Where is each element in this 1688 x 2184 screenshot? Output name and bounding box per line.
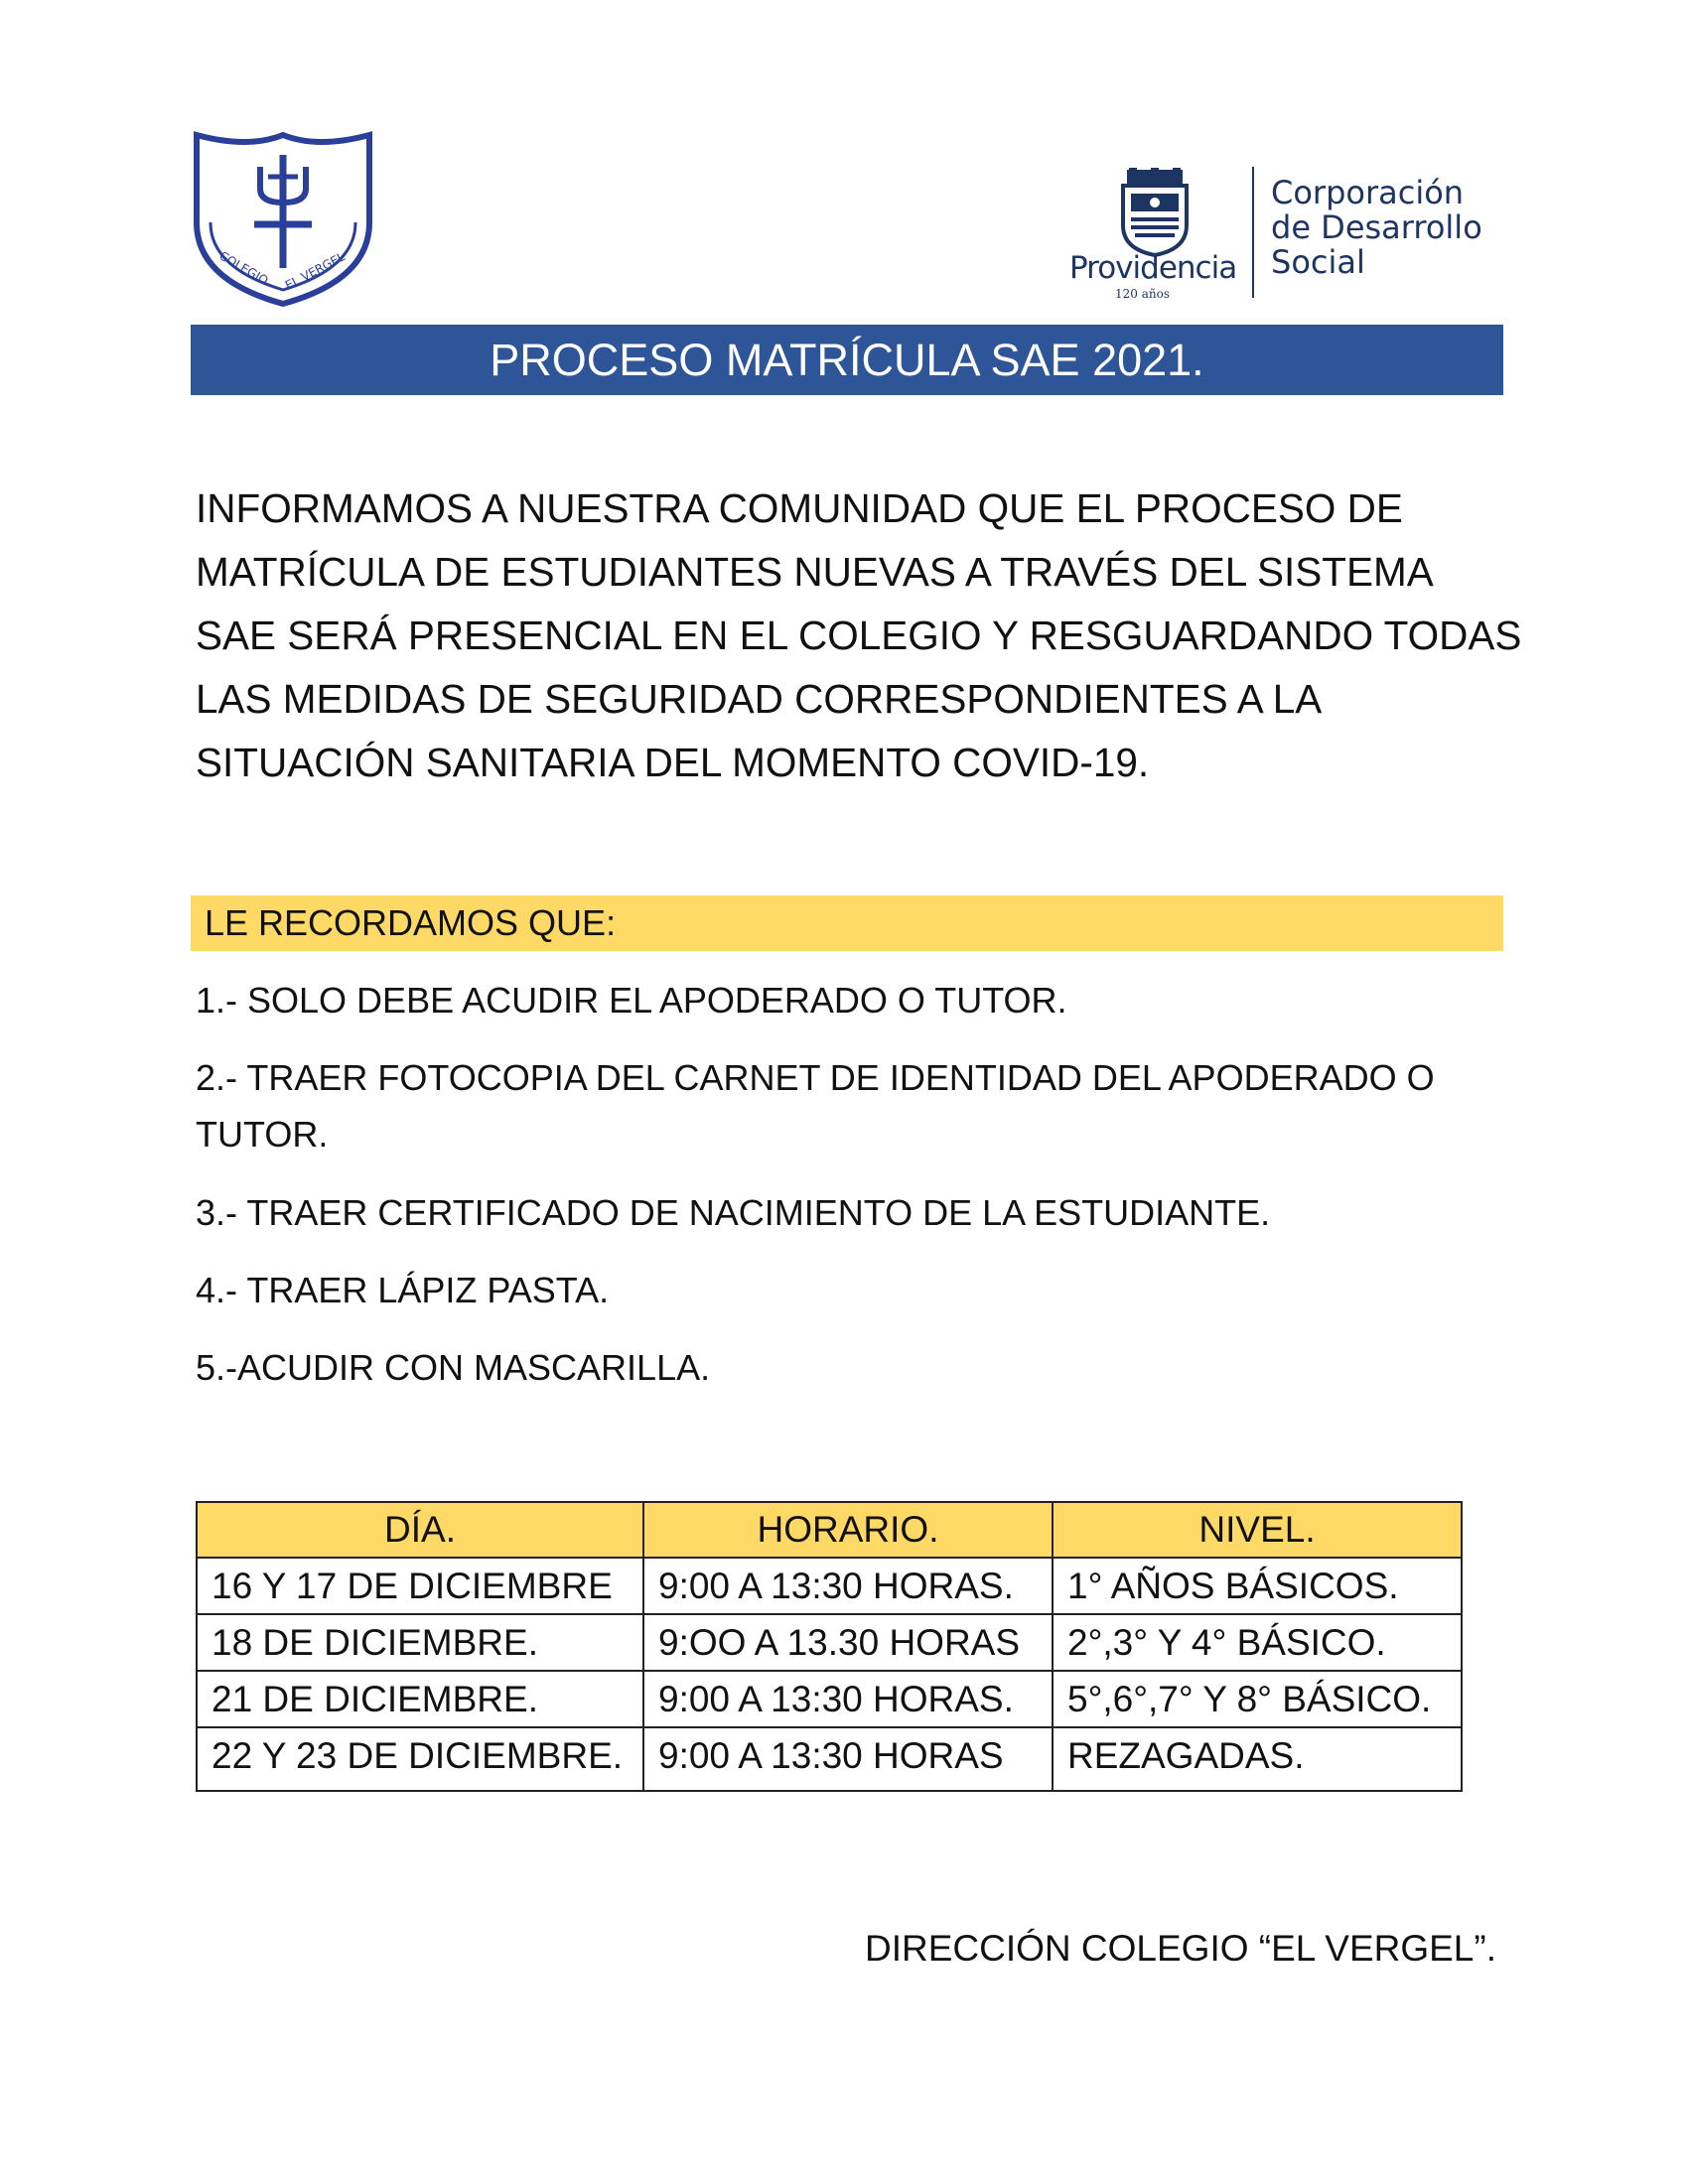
list-item: 1.- SOLO DEBE ACUDIR EL APODERADO O TUTOR. bbox=[196, 980, 1067, 1021]
list-item: 2.- TRAER FOTOCOPIA DEL CARNET DE IDENTIDAD DEL APODERADO O bbox=[196, 1057, 1435, 1098]
corporation-line: de Desarrollo bbox=[1271, 208, 1482, 246]
cell-level: 5°,6°,7° Y 8° BÁSICO. bbox=[1053, 1671, 1462, 1727]
svg-text:EL VERGEL: EL VERGEL bbox=[282, 249, 348, 293]
list-item: 3.- TRAER CERTIFICADO DE NACIMIENTO DE LA ESTUDIANTE. bbox=[196, 1192, 1271, 1233]
column-header-level: NIVEL. bbox=[1053, 1502, 1462, 1558]
cell-time: 9:00 A 13:30 HORAS. bbox=[643, 1558, 1053, 1614]
table-header-row bbox=[197, 1502, 1462, 1558]
list-item: TUTOR. bbox=[196, 1114, 329, 1155]
cell-time: 9:00 A 13:30 HORAS bbox=[643, 1727, 1053, 1791]
table-row bbox=[197, 1671, 1462, 1727]
school-crest-icon bbox=[189, 131, 377, 308]
cell-level: REZAGADAS. bbox=[1053, 1727, 1462, 1791]
cell-level: 2°,3° Y 4° BÁSICO. bbox=[1053, 1614, 1462, 1671]
table-row bbox=[197, 1727, 1462, 1791]
corporation-line: Corporación bbox=[1271, 174, 1465, 211]
corporation-logo bbox=[1057, 164, 1504, 303]
cell-time: 9:00 A 13:30 HORAS. bbox=[643, 1671, 1053, 1727]
column-header-day: DÍA. bbox=[197, 1502, 643, 1558]
cell-time: 9:OO A 13.30 HORAS bbox=[643, 1614, 1053, 1671]
cell-level: 1° AÑOS BÁSICOS. bbox=[1053, 1558, 1462, 1614]
providencia-crest-icon bbox=[1117, 168, 1193, 257]
table-row bbox=[197, 1614, 1462, 1671]
list-item: 5.-ACUDIR CON MASCARILLA. bbox=[196, 1347, 711, 1388]
logo-divider bbox=[1252, 167, 1254, 298]
intro-line: MATRÍCULA DE ESTUDIANTES NUEVAS A TRAVÉS DEL SISTEMA bbox=[196, 549, 1434, 595]
intro-line: INFORMAMOS A NUESTRA COMUNIDAD QUE EL PROCESO DE bbox=[196, 485, 1403, 531]
reminder-heading: LE RECORDAMOS QUE: bbox=[191, 895, 1503, 951]
schedule-table bbox=[196, 1501, 1463, 1792]
cell-day: 22 Y 23 DE DICIEMBRE. bbox=[197, 1727, 643, 1791]
page-title: PROCESO MATRÍCULA SAE 2021. bbox=[191, 325, 1503, 395]
column-header-time: HORARIO. bbox=[643, 1502, 1053, 1558]
corporation-name bbox=[1271, 176, 1482, 280]
signature: DIRECCIÓN COLEGIO “EL VERGEL”. bbox=[865, 1928, 1496, 1969]
cell-day: 16 Y 17 DE DICIEMBRE bbox=[197, 1558, 643, 1614]
list-item: 4.- TRAER LÁPIZ PASTA. bbox=[196, 1270, 610, 1310]
cell-day: 21 DE DICIEMBRE. bbox=[197, 1671, 643, 1727]
intro-line: SITUACIÓN SANITARIA DEL MOMENTO COVID-19. bbox=[196, 740, 1150, 785]
svg-text:COLEGIO: COLEGIO bbox=[216, 248, 271, 288]
intro-line: SAE SERÁ PRESENCIAL EN EL COLEGIO Y RESGUARDANDO TODAS bbox=[196, 613, 1522, 658]
intro-paragraph bbox=[196, 477, 1522, 794]
municipality-subtitle: 120 años bbox=[1115, 287, 1170, 301]
cell-day: 18 DE DICIEMBRE. bbox=[197, 1614, 643, 1671]
municipality-name: Providencia bbox=[1069, 250, 1237, 286]
table-row bbox=[197, 1558, 1462, 1614]
intro-line: LAS MEDIDAS DE SEGURIDAD CORRESPONDIENTES A LA bbox=[196, 676, 1323, 722]
corporation-line: Social bbox=[1271, 243, 1365, 281]
